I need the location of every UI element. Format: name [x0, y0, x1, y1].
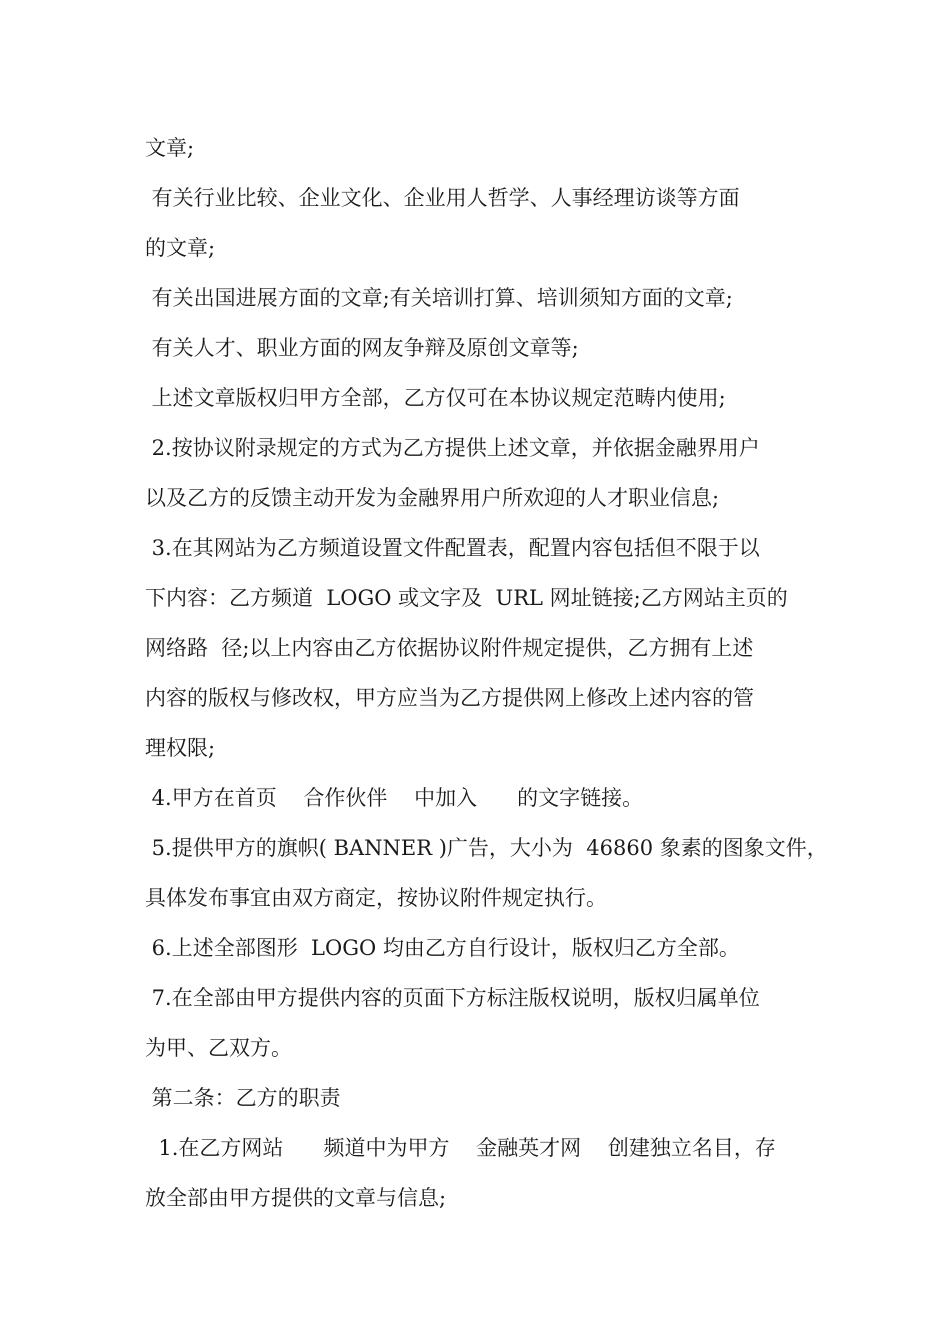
text-line: 有关出国进展方面的文章;有关培训打算、培训须知方面的文章; — [145, 286, 733, 310]
text-line: 2.按协议附录规定的方式为乙方提供上述文章，并依据金融界用户 — [145, 436, 760, 460]
text-line: 下内容：乙方频道 LOGO 或文字及 URL 网址链接;乙方网站主页的 — [145, 586, 788, 610]
text-line: 为甲、乙双方。 — [145, 1036, 292, 1060]
text-line: 的文章; — [145, 236, 216, 260]
text-line: 理权限; — [145, 736, 216, 760]
text-line: 具体发布事宜由双方商定，按协议附件规定执行。 — [145, 886, 607, 910]
text-line: 网络路 径;以上内容由乙方依据协议附件规定提供，乙方拥有上述 — [145, 636, 754, 660]
text-line: 1.在乙方网站 频道中为甲方 金融英才网 创建独立名目，存 — [145, 1136, 776, 1160]
text-line: 3.在其网站为乙方频道设置文件配置表，配置内容包括但不限于以 — [145, 536, 760, 560]
text-line: 5.提供甲方的旗帜( BANNER )广告，大小为 46860 象素的图象文件， — [145, 836, 828, 860]
text-line: 6.上述全部图形 LOGO 均由乙方自行设计，版权归乙方全部。 — [145, 936, 740, 960]
text-line: 以及乙方的反馈主动开发为金融界用户所欢迎的人才职业信息; — [145, 486, 720, 510]
text-line: 有关人才、职业方面的网友争辩及原创文章等; — [145, 336, 579, 360]
text-line: 4.甲方在首页 合作伙伴 中加入 的文字链接。 — [145, 786, 644, 810]
text-line: 第二条：乙方的职责 — [145, 1086, 341, 1110]
text-line: 文章; — [145, 136, 195, 160]
text-line: 内容的版权与修改权，甲方应当为乙方提供网上修改上述内容的管 — [145, 686, 754, 710]
text-line: 有关行业比较、企业文化、企业用人哲学、人事经理访谈等方面 — [145, 186, 740, 210]
text-line: 7.在全部由甲方提供内容的页面下方标注版权说明，版权归属单位 — [145, 986, 760, 1010]
text-line: 放全部由甲方提供的文章与信息; — [145, 1186, 447, 1210]
text-line: 上述文章版权归甲方全部，乙方仅可在本协议规定范畴内使用; — [145, 386, 726, 410]
